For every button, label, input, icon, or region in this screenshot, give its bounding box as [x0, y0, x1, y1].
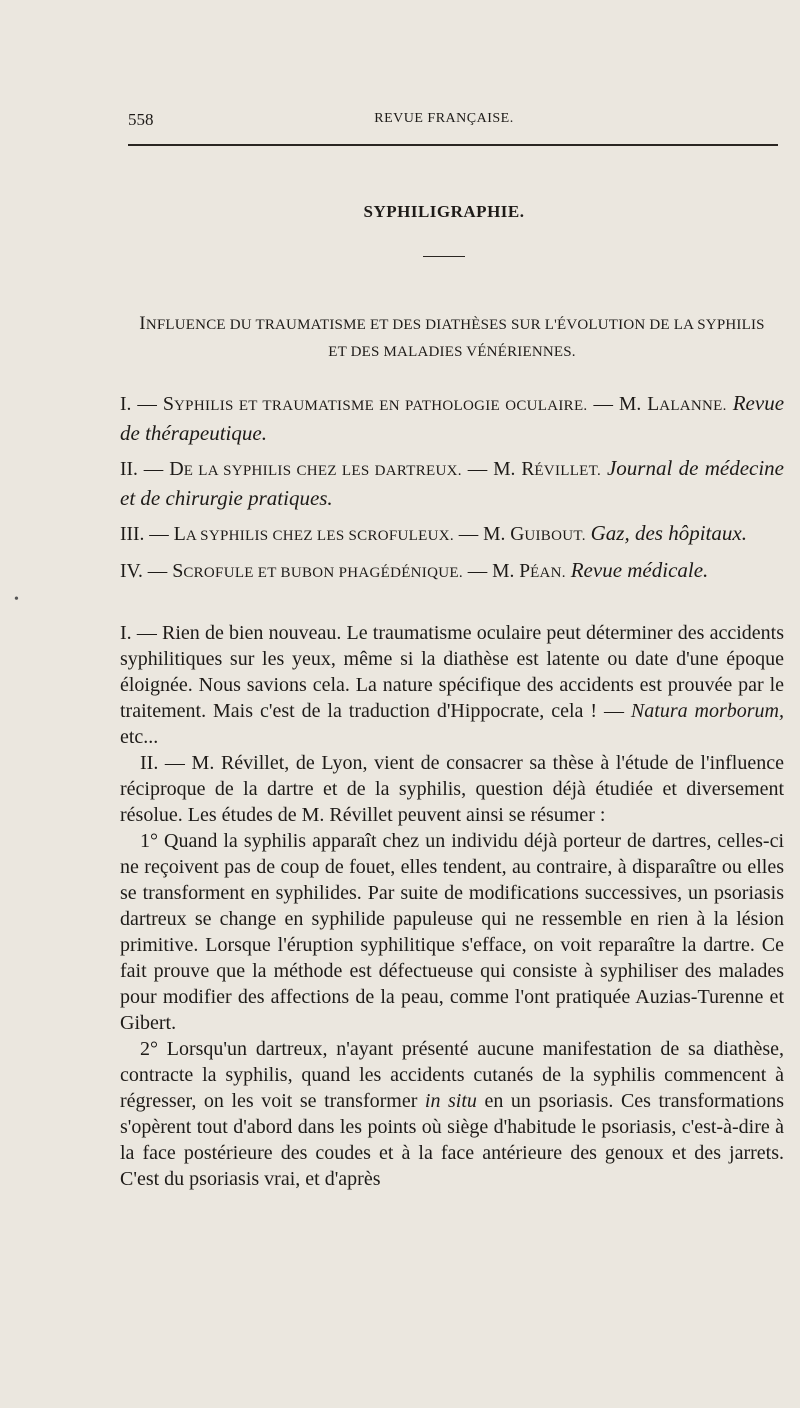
header-rule [128, 144, 778, 146]
body-italic-text: in situ [424, 1090, 477, 1112]
running-head: REVUE FRANÇAISE. [374, 111, 514, 126]
reference-author: — M. R [467, 459, 535, 480]
reference-title-initial: S [172, 560, 184, 582]
reference-journal: Journal de médecine et de chirurgie pratiques. [120, 456, 785, 510]
reference-journal: Revue de thérapeutique. [120, 391, 785, 445]
reference-item [120, 520, 784, 550]
body-paragraph: 1° Quand la syphilis apparaît chez un individu déjà porteur de dartres, celles-ci ne reçoivent pas de coup de fouet, elles tendent, au contraire, à disparaître ou elles se transforment en syphilides. Par suite de modifications successives, un psoriasis dartreux se change en syphilide papuleuse qui ne ressemble en rien à la lésion primitive. Lorsque l'éruption syphilitique s'efface, on voit reparaître la dartre. Ce fait prouve que la méthode est défectueuse qui consiste à syphiliser des malades pour modifier des affections de la peau, comme l'ont pratiquée Auzias-Turenne et Gibert. [120, 830, 784, 1034]
reference-title-initial: D [169, 458, 184, 480]
article-title-initial: I [139, 313, 146, 334]
reference-title: A SYPHILIS CHEZ LES SCROFULEUX. [185, 528, 454, 544]
reference-author-rest: UIBOUT. [524, 528, 586, 544]
body-italic-text: Natura morborum, [630, 700, 784, 722]
body-paragraph [120, 620, 784, 750]
margin-mark: • [14, 592, 19, 607]
article-body [120, 620, 784, 1192]
reference-author-rest: ALANNE. [659, 398, 727, 414]
reference-item [120, 557, 784, 587]
section-title: SYPHILIGRAPHIE. [363, 202, 525, 221]
reference-numeral: II. — [120, 459, 164, 480]
reference-author-rest: ÉAN. [530, 565, 566, 581]
body-paragraph: II. — M. Révillet, de Lyon, vient de consacrer sa thèse à l'étude de l'influence réciproque de la dartre et de la syphilis, question déjà étudiée et diversement résolue. Les études de M. Révillet peuvent ainsi se résumer : [120, 752, 784, 826]
reference-item [120, 455, 784, 513]
reference-item [120, 390, 784, 448]
article-title [120, 310, 784, 366]
reference-title: CROFULE ET BUBON PHAGÉDÉNIQUE. [183, 565, 463, 581]
reference-numeral: I. — [120, 394, 157, 415]
page-header [128, 110, 760, 136]
reference-author: — M. P [467, 561, 531, 582]
body-paragraph [120, 1036, 784, 1192]
body-paragraph-text: I. — Rien de bien nouveau. Le traumatisme oculaire peut déterminer des accidents syphilitiques sur les yeux, même si la diathèse est latente ou date d'une époque éloignée. Nous savions cela. La nature spécifique des accidents est prouvée par le traitement. Mais c'est de la traduction d'Hippocrate, cela ! — [120, 622, 784, 722]
page-number: 558 [128, 110, 154, 129]
reference-title: YPHILIS ET TRAUMATISME EN PATHOLOGIE OCULAIRE. [174, 398, 588, 414]
section-rule [423, 256, 465, 257]
reference-author: — M. L [593, 394, 660, 415]
reference-title: E LA SYPHILIS CHEZ LES DARTREUX. [183, 463, 462, 479]
reference-journal: Revue médicale. [570, 558, 709, 582]
article-title-line-2: ET DES MALADIES VÉNÉRIENNES. [328, 344, 576, 360]
body-paragraph-text: 2° Lorsqu'un dartreux, n'ayant présenté aucune manifestation de sa diathèse, contracte la syphilis, quand les accidents cutanés de la syphilis commencent à régresser, on les voit se transformer [120, 1038, 784, 1112]
references-list [120, 390, 784, 594]
reference-numeral: IV. — [120, 561, 168, 582]
reference-author: — M. G [458, 524, 525, 545]
body-paragraph-text: etc... [120, 726, 159, 748]
reference-title-initial: S [162, 393, 175, 415]
reference-author-rest: ÉVILLET. [534, 463, 602, 479]
reference-numeral: III. — [120, 524, 169, 545]
article-title-line-1 [120, 310, 784, 339]
body-paragraph-text: en un psoriasis. Ces transformations s'opèrent tout d'abord dans les points où siège d'habitude le psoriasis, c'est-à-dire à la face postérieure des coudes et à la face antérieure des genoux et des jarrets. C'est du psoriasis vrai, et d'après [120, 1090, 785, 1190]
reference-journal: Gaz, des hôpitaux. [590, 521, 747, 545]
reference-title-initial: L [173, 523, 186, 545]
article-title-line-1-text: NFLUENCE DU TRAUMATISME ET DES DIATHÈSES SUR L'ÉVOLUTION DE LA SYPHILIS [145, 317, 765, 333]
